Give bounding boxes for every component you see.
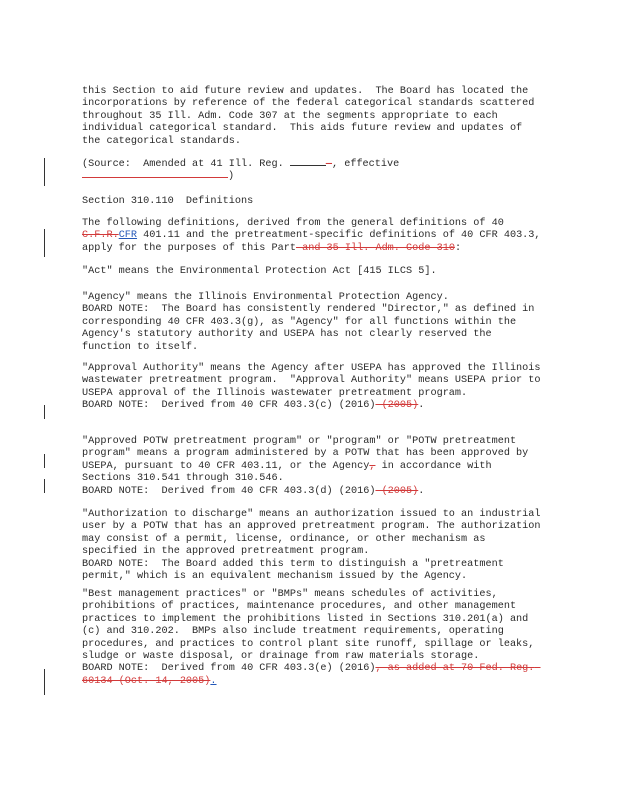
definition-approved-potw-program [82,436,542,498]
deleted-text: , as added at 70 Fed. Reg. 60134 (Oct. 14, 2005) [82,663,541,687]
definition-text: "Best management practices" or "BMPs" means schedules of activities, prohibitions of practices, maintenance procedures, and other management practices to implement the prohibitions listed in Sections 310.201(a) and (c) and 310.202. BMPs also include treatment requirements, operating procedures, and practices to control plant site runoff, spillage or leaks, sludge or waste disposal, or drainage from raw materials storage. [82,589,541,663]
revision-bar [44,479,45,493]
source-date-blank [82,177,228,178]
source-mid: , effective [331,159,400,170]
deleted-text: (2005) [375,485,419,497]
intro-text: 401.11 and the pretreatment-specific definitions of 40 CFR 403.3, apply for the purposes of this Part [82,230,547,254]
deleted-text: and 35 Ill. Adm. Code 310 [295,242,455,254]
board-note: BOARD NOTE: Derived from 40 CFR 403.3(c) (2016) [82,400,376,412]
definitions-intro [82,218,547,255]
definition-authorization-to-discharge: "Authorization to discharge" means an authorization issued to an industrial user by a POTW that has an approved pretreatment program. The authorization may consist of a permit, license, ordinance, or other mechanism as specified in the approved pretreatment program. BOARD NOTE: The Board added this term to distinguish a "pretreatment permit," which is an equivalent mechanism issued by the Agency. [82,509,541,583]
deleted-text: C.F.R. [82,230,119,242]
definition-agency: "Agency" means the Illinois Environmental Protection Agency. BOARD NOTE: The Board has consistently rendered "Director," as defined in corresponding 40 CFR 403.3(g), as "Agency" for all functions within the Agency's statutory authority and USEPA has not clearly reserved the function to itself. [82,292,535,353]
source-reg-blank [290,165,326,166]
source-prefix: (Source: Amended at 41 Ill. Reg. [82,159,290,170]
definition-text: "Approved POTW pretreatment program" or "program" or "POTW pretreatment program" means a program administered by a POTW that has been approved by USEPA, pursuant to 40 CFR 403.11, or the Agency [82,436,535,472]
period: . [418,400,425,412]
source-note [82,159,542,184]
source-dash: — [325,159,332,170]
revision-bar [44,669,45,695]
definition-best-management-practices [82,589,542,688]
paragraph-intro-carryover: this Section to aid future review and updates. The Board has located the incorporations by reference of the federal categorical standards scattered throughout 35 Ill. Adm. Code 307 at the segments appropriate to each individual categorical standard. This aids future review and updates of the categorical standards. [82,86,541,147]
inserted-text: CFR [118,230,138,242]
definition-act: "Act" means the Environmental Protection Act [415 ILCS 5]. [82,266,437,277]
revision-bar [44,405,45,419]
deleted-text: , [369,460,376,472]
revision-bar [44,229,45,257]
board-note: BOARD NOTE: Derived from 40 CFR 403.3(d) (2016) [82,485,376,497]
revision-bar [44,454,45,468]
period: . [418,485,425,497]
inserted-text: . [210,675,217,687]
intro-text: The following definitions, derived from the general definitions of 40 [82,218,510,229]
definition-approval-authority [82,363,547,413]
board-note: BOARD NOTE: Derived from 40 CFR 403.3(e) (2016) [82,663,376,675]
deleted-text: (2005) [375,400,419,412]
section-heading: Section 310.110 Definitions [82,196,254,207]
intro-text: : [454,242,462,254]
revision-bar [44,158,45,186]
source-close: ) [228,171,235,183]
definition-text: in accordance with Sections 310.541 through 310.546. [82,460,498,485]
definition-text: "Approval Authority" means the Agency after USEPA has approved the Illinois wastewater pretreatment program. "Approval Authority" means USEPA prior to USEPA approval of the Illinois wastewater pretreatment program. [82,363,547,399]
